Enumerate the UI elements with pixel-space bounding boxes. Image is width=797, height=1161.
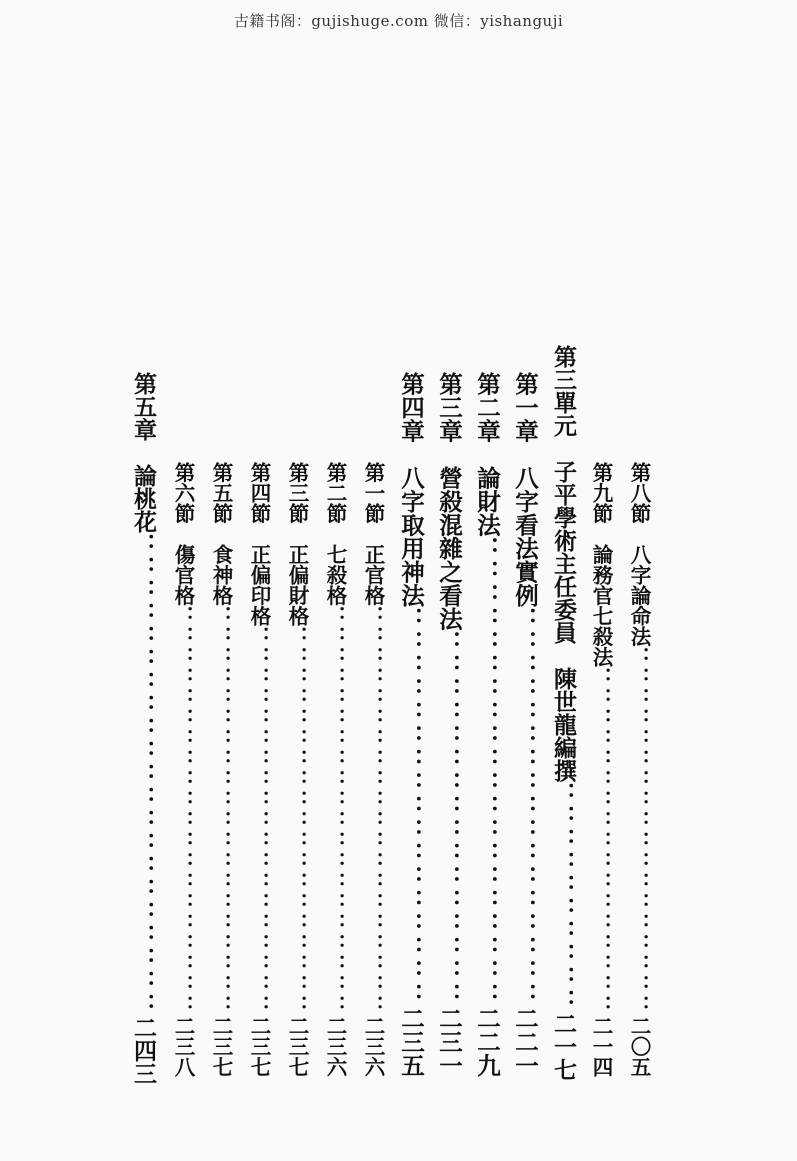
toc-entry-section-2: 第二節 七殺格：：：：：：：：：：：：：：：：：：：：二三六 xyxy=(323,462,347,1077)
watermark-text: 古籍书阁：gujishuge.com 微信：yishanguji xyxy=(233,12,564,30)
toc-entry-ch-8: 第八節 八字論命法：：：：：：：：：：：：：：：：：：二〇五 xyxy=(627,462,651,1077)
toc-entry-chapter-3: 第三章 營殺混雜之看法：：：：：：：：：：：：：：：：二三一 xyxy=(435,372,463,1077)
toc-entry-section-3: 第三節 正偏財格：：：：：：：：：：：：：：：：：：：二三七 xyxy=(285,462,309,1077)
toc-entry-section-4: 第四節 正偏印格：：：：：：：：：：：：：：：：：：：二三七 xyxy=(247,462,271,1077)
toc-entry-chapter-1: 第一章 八字看法實例：：：：：：：：：：：：：：：：：二二一 xyxy=(511,372,539,1077)
toc-entry-section-1: 第一節 正官格：：：：：：：：：：：：：：：：：：：：二三六 xyxy=(361,462,385,1077)
toc-entry-unit-3: 第三單元 子平學術主任委員 陳世龍編撰：：：：：：：：：：二一七 xyxy=(550,345,577,1081)
toc-entry-chapter-4: 第四章 八字取用神法：：：：：：：：：：：：：：：：：二三五 xyxy=(397,372,425,1077)
toc-entry-chapter-2: 第二章 論財法：：：：：：：：：：：：：：：：：：：：二二九 xyxy=(473,372,501,1077)
toc-entry-section-6: 第六節 傷官格：：：：：：：：：：：：：：：：：：：：二三八 xyxy=(171,462,195,1077)
toc-entry-chapter-5: 第五章 論桃花：：：：：：：：：：：：：：：：：：：：：二四三 xyxy=(130,372,157,1085)
toc-entry-section-5: 第五節 食神格：：：：：：：：：：：：：：：：：：：：二三七 xyxy=(209,462,233,1077)
toc-entry-ch-9: 第九節 論務官七殺法：：：：：：：：：：：：：：：：：二一四 xyxy=(589,462,613,1077)
